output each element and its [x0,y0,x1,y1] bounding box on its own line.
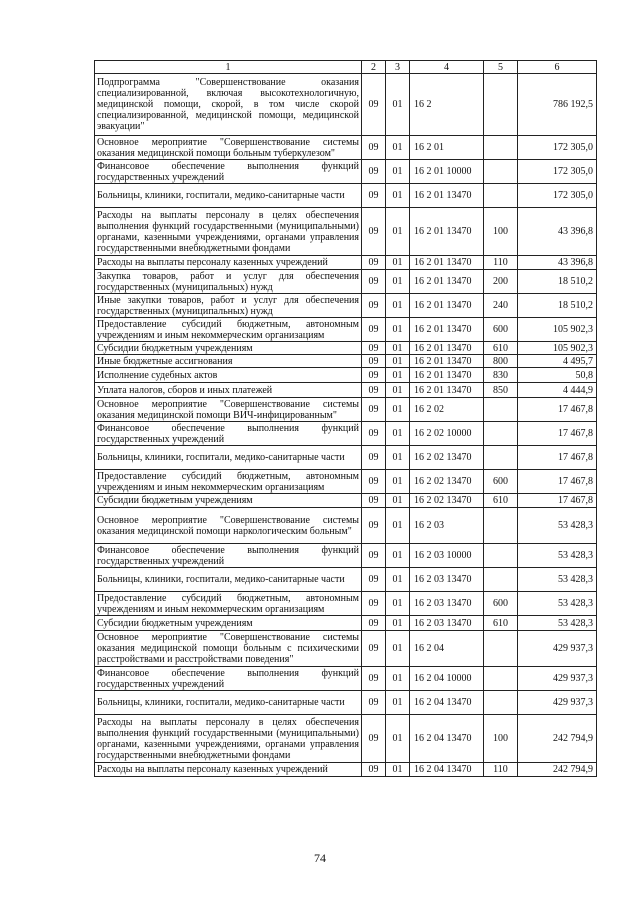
section-code-cell: 09 [362,74,386,136]
expense-type-code-cell [484,667,518,691]
section-code-cell: 09 [362,631,386,667]
expense-name-cell: Основное мероприятие "Совершенствование системы оказания медицинской помощи больным с психическими расстройствами и расстройствами поведения" [95,631,362,667]
expense-name-cell: Больницы, клиники, госпитали, медико-санитарные части [95,691,362,715]
expense-type-code-cell [484,160,518,184]
target-item-code-cell: 16 2 01 13470 [410,368,484,383]
section-code-cell: 09 [362,294,386,318]
amount-cell: 18 510,2 [518,294,597,318]
target-item-code-cell: 16 2 03 13470 [410,592,484,616]
table-row [95,184,597,208]
expense-type-code-cell [484,74,518,136]
expense-type-code-cell: 830 [484,368,518,383]
table-row [95,544,597,568]
target-item-code-cell: 16 2 01 13470 [410,383,484,398]
target-item-code-cell: 16 2 04 13470 [410,763,484,777]
target-item-code-cell: 16 2 01 13470 [410,270,484,294]
target-item-code-cell: 16 2 01 13470 [410,294,484,318]
subsection-code-cell: 01 [386,136,410,160]
amount-cell: 17 467,8 [518,470,597,494]
target-item-code-cell: 16 2 04 10000 [410,667,484,691]
amount-cell: 172 305,0 [518,136,597,160]
target-item-code-cell: 16 2 03 [410,508,484,544]
section-code-cell: 09 [362,270,386,294]
expense-type-code-cell: 610 [484,616,518,631]
expense-type-code-cell [484,184,518,208]
subsection-code-cell: 01 [386,470,410,494]
amount-cell: 53 428,3 [518,568,597,592]
table-row [95,508,597,544]
table-row [95,470,597,494]
amount-cell: 43 396,8 [518,208,597,256]
amount-cell: 53 428,3 [518,592,597,616]
subsection-code-cell: 01 [386,383,410,398]
target-item-code-cell: 16 2 04 [410,631,484,667]
header-row [95,61,597,74]
expense-name-cell: Финансовое обеспечение выполнения функций государственных учреждений [95,422,362,446]
subsection-code-cell: 01 [386,368,410,383]
expense-name-cell: Расходы на выплаты персоналу в целях обеспечения выполнения функций государственными (муниципальными) органами, казенными учреждениями, органами управления государственными внебюджетными фондами [95,208,362,256]
amount-cell: 786 192,5 [518,74,597,136]
subsection-code-cell: 01 [386,270,410,294]
target-item-code-cell: 16 2 01 10000 [410,160,484,184]
expense-name-cell: Расходы на выплаты персоналу казенных учреждений [95,256,362,270]
expense-type-code-cell [484,398,518,422]
subsection-code-cell: 01 [386,763,410,777]
header-col-2: 2 [362,61,386,74]
expense-type-code-cell [484,136,518,160]
section-code-cell: 09 [362,592,386,616]
table-row [95,355,597,368]
expense-name-cell: Финансовое обеспечение выполнения функций государственных учреждений [95,667,362,691]
target-item-code-cell: 16 2 03 13470 [410,568,484,592]
expense-name-cell: Больницы, клиники, госпитали, медико-санитарные части [95,568,362,592]
amount-cell: 18 510,2 [518,270,597,294]
expense-type-code-cell: 240 [484,294,518,318]
target-item-code-cell: 16 2 01 13470 [410,355,484,368]
expense-name-cell: Предоставление субсидий бюджетным, автономным учреждениям и иным некоммерческим организациям [95,592,362,616]
section-code-cell: 09 [362,398,386,422]
subsection-code-cell: 01 [386,508,410,544]
section-code-cell: 09 [362,136,386,160]
subsection-code-cell: 01 [386,318,410,342]
expense-type-code-cell: 600 [484,318,518,342]
amount-cell: 53 428,3 [518,544,597,568]
expense-name-cell: Иные бюджетные ассигнования [95,355,362,368]
target-item-code-cell: 16 2 01 13470 [410,208,484,256]
amount-cell: 17 467,8 [518,446,597,470]
table-row [95,208,597,256]
target-item-code-cell: 16 2 01 13470 [410,318,484,342]
section-code-cell: 09 [362,715,386,763]
expense-type-code-cell [484,691,518,715]
section-code-cell: 09 [362,568,386,592]
table-row [95,398,597,422]
expense-name-cell: Основное мероприятие "Совершенствование системы оказания медицинской помощи ВИЧ-инфицированным" [95,398,362,422]
expense-type-code-cell [484,508,518,544]
amount-cell: 53 428,3 [518,616,597,631]
table-row [95,616,597,631]
amount-cell: 172 305,0 [518,160,597,184]
subsection-code-cell: 01 [386,184,410,208]
subsection-code-cell: 01 [386,691,410,715]
expense-name-cell: Предоставление субсидий бюджетным, автономным учреждениям и иным некоммерческим организациям [95,470,362,494]
expense-name-cell: Финансовое обеспечение выполнения функций государственных учреждений [95,160,362,184]
section-code-cell: 09 [362,763,386,777]
section-code-cell: 09 [362,508,386,544]
table-row [95,270,597,294]
subsection-code-cell: 01 [386,715,410,763]
expense-name-cell: Расходы на выплаты персоналу казенных учреждений [95,763,362,777]
expense-type-code-cell: 610 [484,342,518,355]
amount-cell: 4 444,9 [518,383,597,398]
section-code-cell: 09 [362,368,386,383]
expense-name-cell: Больницы, клиники, госпитали, медико-санитарные части [95,184,362,208]
expense-type-code-cell: 100 [484,208,518,256]
table-row [95,342,597,355]
target-item-code-cell: 16 2 02 [410,398,484,422]
expense-name-cell: Подпрограмма "Совершенствование оказания специализированной, включая высокотехнологичную, медицинской помощи, скорой, в том числе скорой специализированной, медицинской помощи, медицинской эвакуации" [95,74,362,136]
subsection-code-cell: 01 [386,446,410,470]
target-item-code-cell: 16 2 01 [410,136,484,160]
subsection-code-cell: 01 [386,494,410,508]
table-row [95,494,597,508]
amount-cell: 105 902,3 [518,342,597,355]
section-code-cell: 09 [362,208,386,256]
table-row [95,256,597,270]
section-code-cell: 09 [362,544,386,568]
expense-name-cell: Субсидии бюджетным учреждениям [95,494,362,508]
header-col-3: 3 [386,61,410,74]
amount-cell: 172 305,0 [518,184,597,208]
expense-name-cell: Больницы, клиники, госпитали, медико-санитарные части [95,446,362,470]
table-row [95,715,597,763]
section-code-cell: 09 [362,691,386,715]
subsection-code-cell: 01 [386,74,410,136]
expense-type-code-cell: 600 [484,592,518,616]
expense-type-code-cell: 200 [484,270,518,294]
amount-cell: 17 467,8 [518,422,597,446]
expense-name-cell: Финансовое обеспечение выполнения функций государственных учреждений [95,544,362,568]
table-row [95,631,597,667]
amount-cell: 429 937,3 [518,691,597,715]
subsection-code-cell: 01 [386,592,410,616]
target-item-code-cell: 16 2 04 13470 [410,715,484,763]
section-code-cell: 09 [362,446,386,470]
expense-type-code-cell: 610 [484,494,518,508]
amount-cell: 43 396,8 [518,256,597,270]
expense-type-code-cell: 600 [484,470,518,494]
section-code-cell: 09 [362,616,386,631]
expense-type-code-cell [484,568,518,592]
section-code-cell: 09 [362,184,386,208]
amount-cell: 53 428,3 [518,508,597,544]
expense-name-cell: Предоставление субсидий бюджетным, автономным учреждениям и иным некоммерческим организациям [95,318,362,342]
expense-type-code-cell: 110 [484,256,518,270]
table-row [95,691,597,715]
expense-name-cell: Основное мероприятие "Совершенствование системы оказания медицинской помощи наркологическим больным" [95,508,362,544]
header-col-1: 1 [95,61,362,74]
table-row [95,368,597,383]
section-code-cell: 09 [362,256,386,270]
subsection-code-cell: 01 [386,667,410,691]
target-item-code-cell: 16 2 02 10000 [410,422,484,446]
expense-name-cell: Закупка товаров, работ и услуг для обеспечения государственных (муниципальных) нужд [95,270,362,294]
target-item-code-cell: 16 2 02 13470 [410,446,484,470]
subsection-code-cell: 01 [386,631,410,667]
expense-name-cell: Исполнение судебных актов [95,368,362,383]
page-number: 74 [314,851,326,865]
expense-name-cell: Иные закупки товаров, работ и услуг для обеспечения государственных (муниципальных) нужд [95,294,362,318]
table-row [95,422,597,446]
section-code-cell: 09 [362,422,386,446]
subsection-code-cell: 01 [386,544,410,568]
amount-cell: 50,8 [518,368,597,383]
subsection-code-cell: 01 [386,294,410,318]
amount-cell: 429 937,3 [518,631,597,667]
table-row [95,568,597,592]
target-item-code-cell: 16 2 01 13470 [410,184,484,208]
expense-name-cell: Уплата налогов, сборов и иных платежей [95,383,362,398]
budget-table [94,60,597,777]
table-row [95,294,597,318]
section-code-cell: 09 [362,160,386,184]
header-col-4: 4 [410,61,484,74]
expense-name-cell: Основное мероприятие "Совершенствование системы оказания медицинской помощи больным туберкулезом" [95,136,362,160]
section-code-cell: 09 [362,342,386,355]
subsection-code-cell: 01 [386,398,410,422]
table-row [95,74,597,136]
expense-name-cell: Субсидии бюджетным учреждениям [95,342,362,355]
amount-cell: 242 794,9 [518,763,597,777]
expense-name-cell: Расходы на выплаты персоналу в целях обеспечения выполнения функций государственными (муниципальными) органами, казенными учреждениями, органами управления государственными внебюджетными фондами [95,715,362,763]
expense-type-code-cell: 850 [484,383,518,398]
header-col-5: 5 [484,61,518,74]
section-code-cell: 09 [362,470,386,494]
amount-cell: 17 467,8 [518,494,597,508]
target-item-code-cell: 16 2 02 13470 [410,494,484,508]
expense-type-code-cell [484,446,518,470]
target-item-code-cell: 16 2 04 13470 [410,691,484,715]
section-code-cell: 09 [362,383,386,398]
table-row [95,592,597,616]
expense-type-code-cell: 100 [484,715,518,763]
amount-cell: 105 902,3 [518,318,597,342]
subsection-code-cell: 01 [386,568,410,592]
table-row [95,667,597,691]
target-item-code-cell: 16 2 [410,74,484,136]
target-item-code-cell: 16 2 02 13470 [410,470,484,494]
target-item-code-cell: 16 2 01 13470 [410,342,484,355]
table-row [95,446,597,470]
section-code-cell: 09 [362,494,386,508]
section-code-cell: 09 [362,667,386,691]
subsection-code-cell: 01 [386,256,410,270]
amount-cell: 17 467,8 [518,398,597,422]
section-code-cell: 09 [362,355,386,368]
expense-type-code-cell [484,422,518,446]
amount-cell: 429 937,3 [518,667,597,691]
table-row [95,383,597,398]
subsection-code-cell: 01 [386,355,410,368]
subsection-code-cell: 01 [386,208,410,256]
subsection-code-cell: 01 [386,422,410,446]
expense-type-code-cell [484,544,518,568]
section-code-cell: 09 [362,318,386,342]
amount-cell: 4 495,7 [518,355,597,368]
target-item-code-cell: 16 2 03 10000 [410,544,484,568]
expense-type-code-cell [484,631,518,667]
expense-name-cell: Субсидии бюджетным учреждениям [95,616,362,631]
amount-cell: 242 794,9 [518,715,597,763]
header-col-6: 6 [518,61,597,74]
target-item-code-cell: 16 2 01 13470 [410,256,484,270]
table-row [95,763,597,777]
subsection-code-cell: 01 [386,160,410,184]
expense-type-code-cell: 110 [484,763,518,777]
table-row [95,160,597,184]
table-row [95,136,597,160]
subsection-code-cell: 01 [386,342,410,355]
expense-type-code-cell: 800 [484,355,518,368]
table-row [95,318,597,342]
target-item-code-cell: 16 2 03 13470 [410,616,484,631]
subsection-code-cell: 01 [386,616,410,631]
